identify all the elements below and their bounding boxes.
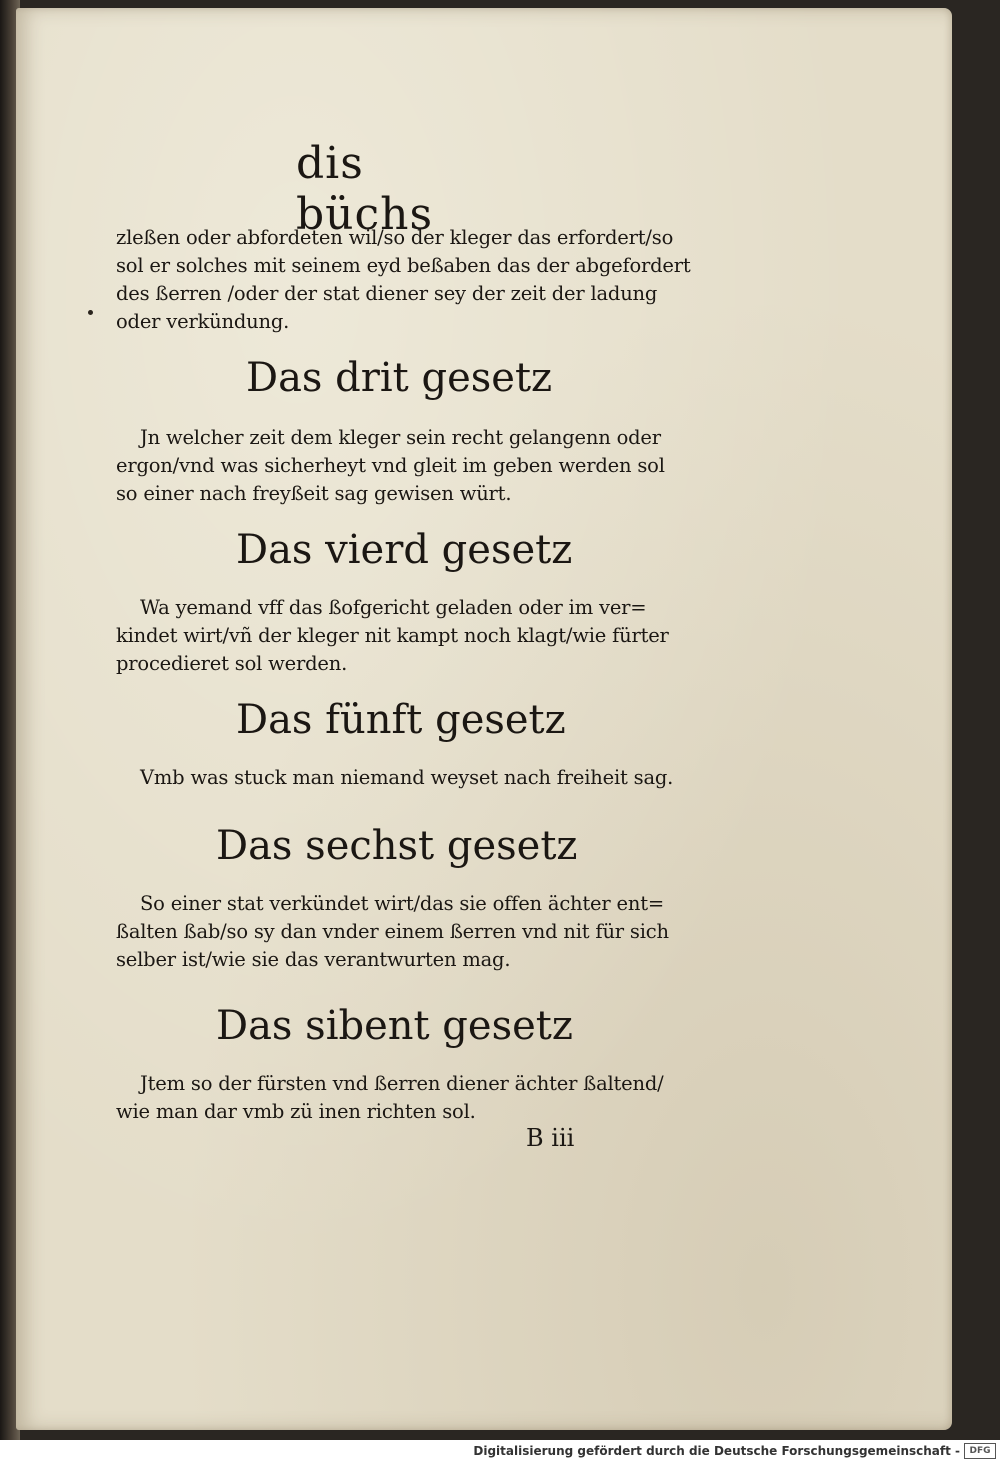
section-heading-sechst: Das sechst gesetz bbox=[216, 823, 578, 869]
paragraph-line: selber ist/wie sie das verantwurten mag. bbox=[116, 948, 511, 971]
intro-line: oder verkündung. bbox=[116, 310, 290, 333]
section-heading-sibent: Das sibent gesetz bbox=[216, 1003, 573, 1049]
dfg-logo-icon: DFG bbox=[964, 1443, 996, 1459]
paragraph-line: ergon/vnd was sicherheyt vnd gleit im geben werden sol bbox=[116, 454, 665, 477]
signature-mark: B iii bbox=[526, 1124, 575, 1152]
section-paragraph-sibent bbox=[116, 1070, 664, 1126]
intro-line: des ßerren /oder der stat diener sey der zeit der ladung bbox=[116, 282, 658, 305]
section-paragraph-fuenft bbox=[116, 764, 673, 792]
intro-line: zleßen oder abfordeten wil/so der kleger das erfordert/so bbox=[116, 226, 674, 249]
paragraph-line: wie man dar vmb zü inen richten sol. bbox=[116, 1100, 476, 1123]
paragraph-line: so einer nach freyßeit sag gewisen würt. bbox=[116, 482, 512, 505]
ink-blot bbox=[88, 310, 93, 315]
section-paragraph-sechst bbox=[116, 890, 669, 974]
intro-paragraph bbox=[116, 224, 691, 336]
intro-line: sol er solches mit seinem eyd beßaben das der abgefordert bbox=[116, 254, 691, 277]
paragraph-line: So einer stat verkündet wirt/das sie offen ächter ent= bbox=[140, 892, 664, 915]
section-paragraph-vierd bbox=[116, 594, 669, 678]
paragraph-line: ßalten ßab/so sy dan vnder einem ßerren vnd nit für sich bbox=[116, 920, 669, 943]
funding-credit: Digitalisierung gefördert durch die Deutsche Forschungsgemeinschaft - bbox=[473, 1444, 960, 1458]
paragraph-line: Vmb was stuck man niemand weyset nach freiheit sag. bbox=[140, 766, 674, 789]
section-heading-vierd: Das vierd gesetz bbox=[236, 527, 573, 573]
running-head: dis büchs bbox=[296, 138, 434, 240]
paragraph-line: procedieret sol werden. bbox=[116, 652, 348, 675]
section-heading-drit: Das drit gesetz bbox=[246, 355, 553, 401]
paragraph-line: Jtem so der fürsten vnd ßerren diener ächter ßaltend/ bbox=[140, 1072, 664, 1095]
paragraph-line: Jn welcher zeit dem kleger sein recht gelangenn oder bbox=[140, 426, 661, 449]
section-paragraph-drit bbox=[116, 424, 665, 508]
paragraph-line: Wa yemand vff das ßofgericht geladen oder im ver= bbox=[140, 596, 647, 619]
section-heading-fuenft: Das fünft gesetz bbox=[236, 697, 566, 743]
paragraph-line: kindet wirt/vñ der kleger nit kampt noch klagt/wie fürter bbox=[116, 624, 669, 647]
footer-bar bbox=[0, 1440, 1000, 1465]
